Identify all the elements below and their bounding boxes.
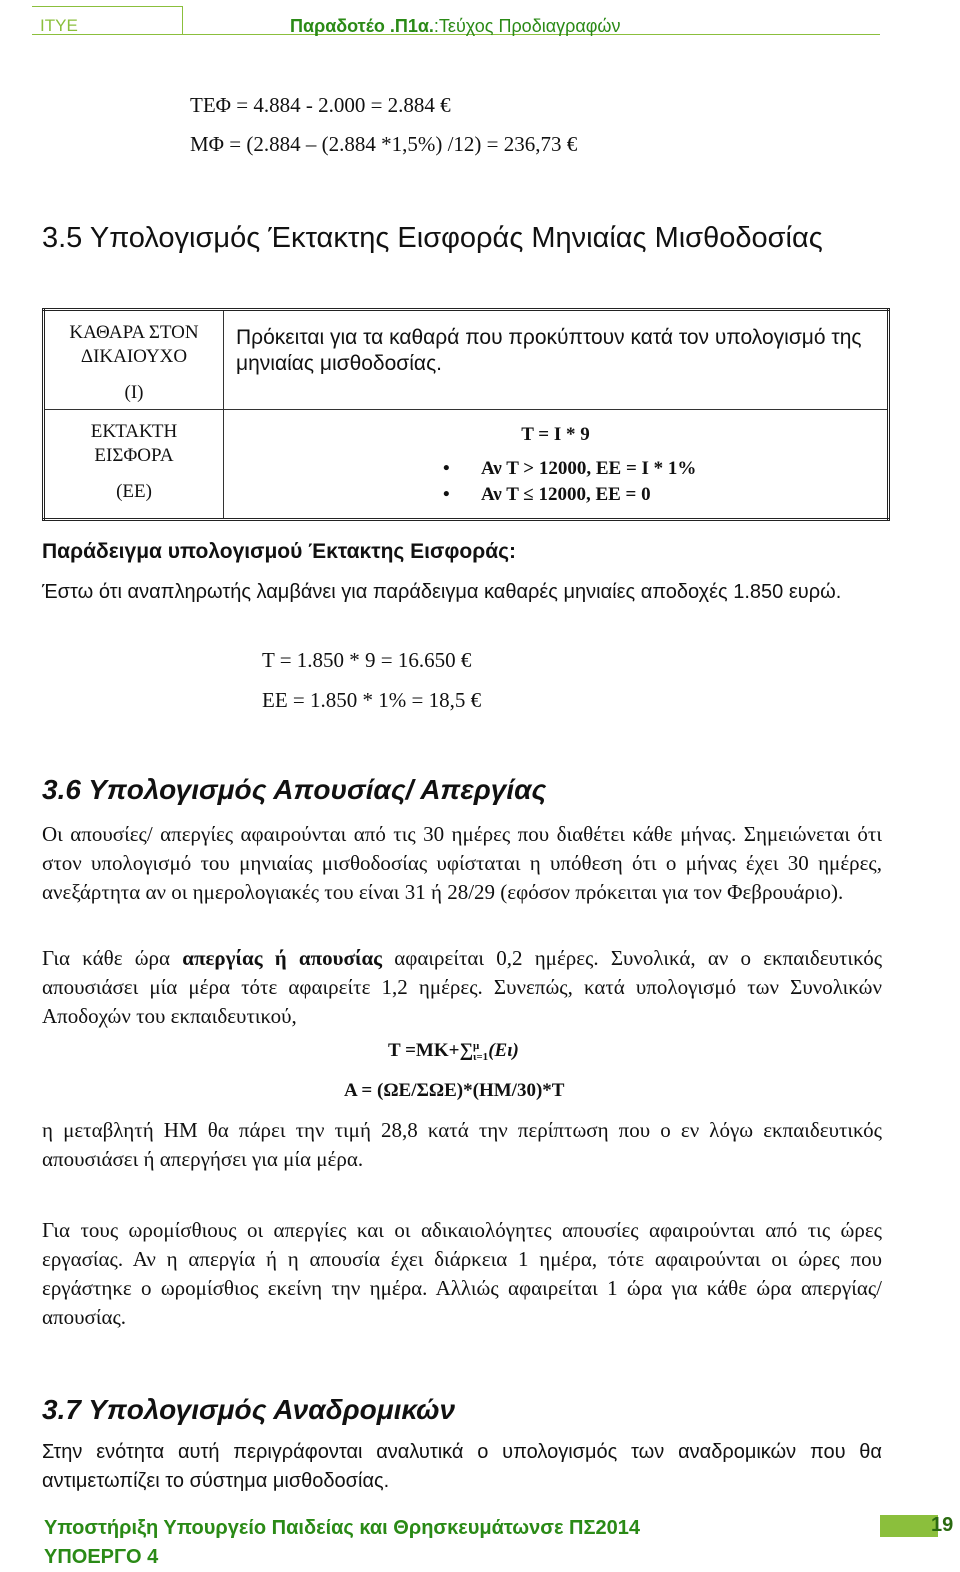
formula-total: Τ =ΜΚ+∑ μ ι=1 (Eι) <box>388 1039 519 1063</box>
bullet-list <box>443 458 886 506</box>
spec-table <box>42 308 890 521</box>
row1-label: ΚΑΘΑΡΑ ΣΤΟΝ ΔΙΚΑΙΟΥΧΟ (Ι) <box>44 310 224 410</box>
example-title: Παράδειγμα υπολογισμού Έκτακτης Εισφοράς: <box>42 540 517 563</box>
row2-rules <box>224 410 889 520</box>
bullet-item: • Αν Τ ≤ 12000, ΕΕ = 0 <box>443 484 651 505</box>
bullet-item: • Αν Τ > 12000, ΕΕ = Ι * 1% <box>443 458 697 479</box>
header-left: ΙΤΥΕ <box>40 16 78 35</box>
formula-t: T = I * 9 <box>521 424 590 445</box>
sec36-para-2: Για κάθε ώρα απεργίας ή απουσίας αφαιρείται 0,2 ημέρες. Συνολικά, αν ο εκπαιδευτικός απουσιάσει μία μέρα τότε αφαιρείτε 1,2 ημέρες. Συνεπώς, κατά υπολογισμό των Συνολικών Αποδοχών του εκπαιδευτικού, <box>42 946 883 1028</box>
sec36-para-4: Για τους ωρομίσθιους οι απεργίες και οι αδικαιολόγητες απουσίες αφαιρούνται από τις ώρες εργασίας. Αν η απεργία ή η απουσία έχει διάρκεια 1 ημέρα, τότε αφαιρούνται οι ώρες που εργάστηκε ο ωρομίσθιος εκείνη την ημέρα. Αλλιώς αφαιρείται 1 ώρα για κάθε ώρα απεργίας/απουσίας. <box>42 1218 882 1329</box>
sec36-para-1: Οι απουσίες/ απεργίες αφαιρούνται από τις 30 ημέρες που διαθέτει κάθε μήνας. Σημειώνεται ότι στον υπολογισμό του μηνιαίας μισθοδοσίας υφίσταται η υπόθεση ότι ο μήνας έχει 30 ημέρες, ανεξάρτητα αν οι ημερολογιακές του είναι 31 ή 28/29 (εφόσον πρόκειται για τον Φεβρουάριο). <box>42 822 882 904</box>
example-t-line: Τ = 1.850 * 9 = 16.650 € <box>262 648 472 672</box>
example-ee-line: ΕΕ = 1.850 * 1% = 18,5 € <box>262 688 482 712</box>
row1-description: Πρόκειται για τα καθαρά που προκύπτουν κατά τον υπολογισμό της μηνιαίας μισθοδοσίας. <box>224 310 889 410</box>
example-text: Έστω ότι αναπληρωτής λαμβάνει για παράδειγμα καθαρές μηνιαίες αποδοχές 1.850 ευρώ. <box>42 581 842 603</box>
section-3-5-title: 3.5 Υπολογισμός Έκτακτης Εισφοράς Μηνιαίας Μισθοδοσίας <box>42 222 823 254</box>
row2-label: ΕΚΤΑΚΤΗ ΕΙΣΦΟΡΑ (ΕΕ) <box>44 410 224 520</box>
sec36-para-3: η μεταβλητή ΗΜ θα πάρει την τιμή 28,8 κατά την περίπτωση που ο εν λόγω εκπαιδευτικός απουσιάσει ή απεργήσει για μία μέρα. <box>42 1118 882 1171</box>
sec37-para-1: Στην ενότητα αυτή περιγράφονται αναλυτικά ο υπολογισμός των αναδρομικών που θα αντιμετωπίζει το σύστημα μισθοδοσίας. <box>42 1441 882 1492</box>
section-3-6-title: 3.6 Υπολογισμός Απουσίας/ Απεργίας <box>42 774 547 805</box>
header-right: Παραδοτέο .Π1α.:Τεύχος Προδιαγραφών <box>290 16 621 36</box>
calc-line-2: ΜΦ = (2.884 – (2.884 *1,5%) /12) = 236,73 € <box>190 132 578 156</box>
footer-text: Υποστήριξη Υπουργείο Παιδείας και Θρησκευμάτωνσε ΠΣ2014 ΥΠΟΕΡΓΟ 4 <box>44 1517 640 1568</box>
page-number: 19 <box>931 1514 954 1536</box>
section-3-7-title: 3.7 Υπολογισμός Αναδρομικών <box>42 1394 456 1425</box>
calc-line-1: ΤΕΦ = 4.884 - 2.000 = 2.884 € <box>190 93 451 117</box>
footer-bar <box>880 1515 938 1537</box>
formula-absence: Α = (ΩΕ/ΣΩΕ)*(ΗΜ/30)*Τ <box>344 1080 565 1101</box>
